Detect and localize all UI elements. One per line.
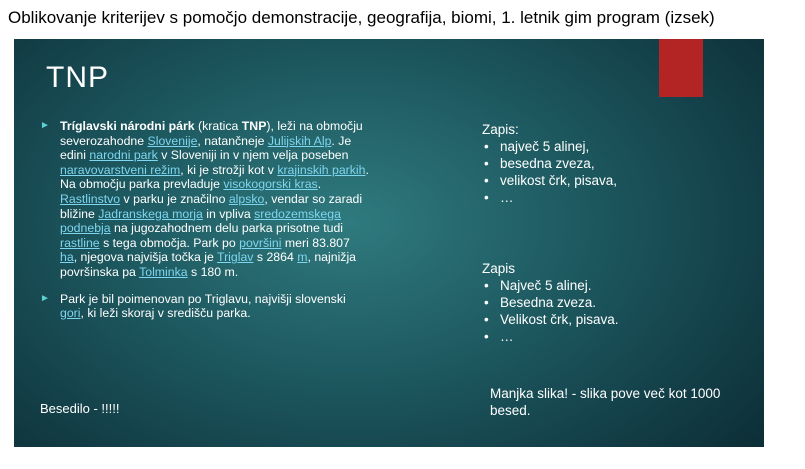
page-title: Oblikovanje kriterijev s pomočjo demonstracije, geografija, biomi, 1. letnik gim program (izsek) xyxy=(8,8,715,27)
paragraph-2-text xyxy=(60,292,346,321)
wiki-link[interactable]: naravovarstveni režim xyxy=(60,162,181,177)
text-fragment: , ki je strožji kot v xyxy=(180,162,278,177)
text-fragment: na jugozahodnem delu parka prisotne tudi xyxy=(110,221,344,236)
text-fragment: v Sloveniji in v njem velja poseben xyxy=(157,148,349,163)
wiki-link[interactable]: alpsko xyxy=(228,191,265,206)
red-accent-tab xyxy=(659,39,703,97)
bold-text: Tríglavski národni párk xyxy=(60,119,195,133)
wiki-link[interactable]: Jadranskega morja xyxy=(98,206,203,221)
wiki-link[interactable]: visokogorski kras xyxy=(223,177,318,192)
wiki-link[interactable]: narodni park xyxy=(89,148,158,163)
wiki-link[interactable]: Julijskih Alp xyxy=(267,133,332,148)
text-fragment: v parku je značilno xyxy=(120,191,229,206)
wiki-link[interactable]: ha xyxy=(60,250,74,265)
wiki-link[interactable]: Triglav xyxy=(217,250,254,265)
bold-text: TNP xyxy=(241,119,267,133)
arrow-bullet-icon: ► xyxy=(40,292,50,304)
wiki-link[interactable]: Tolminka xyxy=(139,264,188,279)
notes-2-list xyxy=(482,277,619,345)
notes-item: • Velikost črk, pisava. xyxy=(482,311,619,328)
text-fragment: (kratica xyxy=(194,119,242,133)
text-fragment: , natančneje xyxy=(197,133,268,148)
notes-block-2 xyxy=(482,260,619,345)
wiki-link[interactable]: površini xyxy=(239,235,282,250)
paragraph-1-text xyxy=(60,119,369,279)
notes-2-title: Zapis xyxy=(482,261,516,276)
text-fragment: . Na območju parka prevladuje xyxy=(60,162,369,192)
text-fragment: s 2864 xyxy=(253,250,298,265)
text-fragment: in vpliva xyxy=(202,206,255,221)
paragraph-1 xyxy=(40,119,370,280)
main-text xyxy=(40,119,370,333)
text-fragment: s 180 m. xyxy=(187,264,239,279)
text-fragment: , njegova najvišja točka je xyxy=(73,250,218,265)
missing-image-note: Manjka slika! - slika pove več kot 1000 besed. xyxy=(490,386,721,418)
wiki-link[interactable]: rastline xyxy=(60,235,100,250)
notes-item: • besedna zveza, xyxy=(482,155,617,172)
wiki-link[interactable]: sredozemskega podnebja xyxy=(60,206,341,236)
text-fragment: . xyxy=(317,177,322,192)
slide xyxy=(14,39,764,447)
text-fragment: meri 83.807 xyxy=(281,235,350,250)
notes-item: • … xyxy=(482,189,617,206)
notes-1-list xyxy=(482,138,617,206)
text-fragment: s tega območja. Park po xyxy=(99,235,240,250)
notes-item: • velikost črk, pisava, xyxy=(482,172,617,189)
text-fragment: Park je bil poimenovan po Triglavu, najvišji slovenski xyxy=(60,291,346,306)
notes-item: • … xyxy=(482,328,619,345)
notes-1-title: Zapis: xyxy=(482,122,519,137)
wiki-link[interactable]: krajinskih parkih xyxy=(277,162,366,177)
notes-item: • Največ 5 alinej. xyxy=(482,277,619,294)
slide-title: TNP xyxy=(46,61,109,94)
text-fragment: . Je edini xyxy=(60,133,352,163)
notes-block-1 xyxy=(482,121,617,206)
text-fragment: , vendar so zaradi bližine xyxy=(60,191,363,221)
wiki-link[interactable]: Slovenije xyxy=(147,133,198,148)
besedilo-note: Besedilo - !!!!! xyxy=(40,401,120,416)
notes-item: • največ 5 alinej, xyxy=(482,138,617,155)
wiki-link[interactable]: Rastlinstvo xyxy=(60,191,121,206)
notes-item: • Besedna zveza. xyxy=(482,294,619,311)
text-fragment: , ki leži skoraj v središču parka. xyxy=(80,306,251,321)
arrow-bullet-icon: ► xyxy=(40,120,50,131)
text-fragment: , najnižja površinska pa xyxy=(60,250,357,279)
wiki-link[interactable]: gori xyxy=(60,306,81,321)
wiki-link[interactable]: m xyxy=(297,250,308,265)
text-fragment: ), leži na območju severozahodne xyxy=(60,119,363,148)
paragraph-2 xyxy=(40,292,370,321)
